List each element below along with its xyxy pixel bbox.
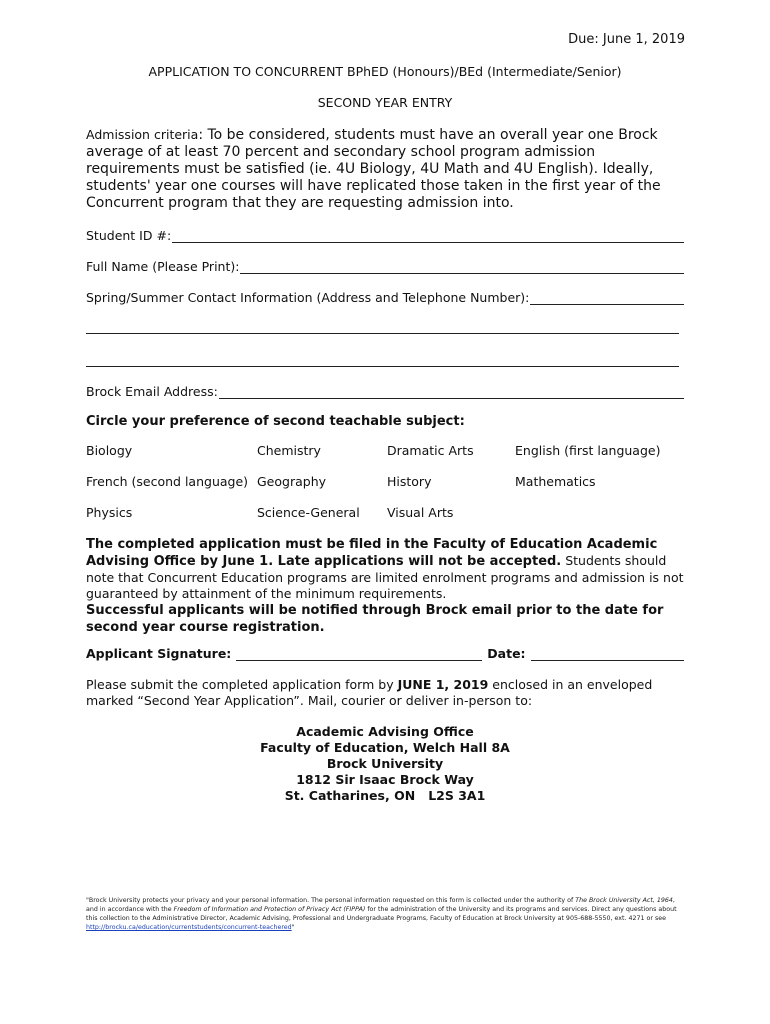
footnote-text: " bbox=[291, 924, 295, 931]
student-id-line[interactable] bbox=[172, 230, 684, 243]
privacy-footnote bbox=[86, 896, 686, 932]
subject-option[interactable]: Dramatic Arts bbox=[387, 443, 474, 458]
full-name-field[interactable] bbox=[86, 259, 684, 274]
concurrent-education-link[interactable]: http://brocku.ca/education/currentstudents/concurrent-teachered bbox=[86, 924, 292, 931]
footnote-text: , and in accordance with the bbox=[86, 897, 675, 913]
subject-option[interactable]: Biology bbox=[86, 443, 133, 458]
contact-info-field[interactable] bbox=[86, 290, 684, 305]
email-label: Brock Email Address: bbox=[86, 384, 218, 399]
subject-option[interactable]: Physics bbox=[86, 505, 133, 520]
subject-option[interactable]: English (first language) bbox=[515, 443, 661, 458]
signature-row bbox=[86, 646, 684, 661]
student-id-label: Student ID #: bbox=[86, 228, 172, 243]
notification-notice: Successful applicants will be notified through Brock email prior to the date for second year course registration. bbox=[86, 603, 664, 635]
submit-text-pre: Please submit the completed application form by bbox=[86, 677, 398, 692]
subject-option[interactable]: Mathematics bbox=[515, 474, 596, 489]
filing-deadline-notice: The completed application must be filed in the Faculty of Education Academic Advising Office by June 1. Late applications will not be accepted. bbox=[86, 537, 658, 569]
contact-info-line[interactable] bbox=[530, 292, 684, 305]
footnote-act: The Brock University Act, 1964 bbox=[575, 897, 673, 904]
mailing-address bbox=[0, 724, 770, 804]
form-title: APPLICATION TO CONCURRENT BPhED (Honours)/BEd (Intermediate/Senior) bbox=[148, 64, 622, 79]
subject-option[interactable]: Visual Arts bbox=[387, 505, 454, 520]
submit-instructions bbox=[86, 677, 686, 709]
form-subtitle: SECOND YEAR ENTRY bbox=[317, 95, 453, 110]
email-field[interactable] bbox=[86, 384, 684, 399]
signature-line[interactable] bbox=[236, 648, 482, 661]
email-line[interactable] bbox=[219, 386, 684, 399]
full-name-label: Full Name (Please Print): bbox=[86, 259, 240, 274]
address-line: Faculty of Education, Welch Hall 8A bbox=[260, 740, 510, 755]
subject-preference-heading: Circle your preference of second teachable subject: bbox=[86, 414, 465, 429]
subject-option[interactable]: Geography bbox=[257, 474, 327, 489]
admission-criteria-text: : To be considered, students must have an overall year one Brock average of at least 70 percent and secondary school program admission requirements must be satisfied (ie. 4U Biology, 4U Math and 4U English). Ideally, students' year one courses will have replicated those taken in the first year of the Concurrent program that they are requesting admission into. bbox=[86, 127, 661, 211]
footnote-act: Freedom of Information and Protection of Privacy Act (FIPPA) bbox=[173, 906, 366, 913]
address-line: Brock University bbox=[326, 756, 444, 771]
address-line: 1812 Sir Isaac Brock Way bbox=[296, 772, 474, 787]
contact-info-line-3[interactable] bbox=[86, 365, 679, 367]
footnote-text: "Brock University protects your privacy and your personal information. The personal information requested on this form is collected under the authority of bbox=[86, 897, 576, 904]
date-label: Date: bbox=[487, 646, 526, 661]
subject-option[interactable]: French (second language) bbox=[86, 474, 249, 489]
contact-info-line-2[interactable] bbox=[86, 332, 679, 334]
footnote-text: for the administration of the University and its programs and services. Direct any questions about this collection to the Administrative Director, Academic Advising, Professional and Undergraduate Programs, Faculty of Education at Brock University at 905-688-5550, ext. 4271 or see bbox=[86, 906, 677, 922]
due-date: Due: June 1, 2019 bbox=[568, 32, 685, 47]
submit-text-post: enclosed in an enveloped marked “Second Year Application”. Mail, courier or deliver in-person to: bbox=[86, 677, 653, 708]
full-name-line[interactable] bbox=[240, 261, 684, 274]
admission-criteria bbox=[86, 126, 686, 212]
subject-option[interactable]: History bbox=[387, 474, 432, 489]
address-line: St. Catharines, ON L2S 3A1 bbox=[284, 788, 486, 803]
contact-info-label: Spring/Summer Contact Information (Address and Telephone Number): bbox=[86, 290, 530, 305]
subject-option[interactable]: Science-General bbox=[257, 505, 360, 520]
submit-deadline: JUNE 1, 2019 bbox=[397, 677, 489, 692]
student-id-field[interactable] bbox=[86, 228, 684, 243]
address-line: Academic Advising Office bbox=[296, 724, 474, 739]
submission-requirements bbox=[86, 536, 686, 636]
subject-option[interactable]: Chemistry bbox=[257, 443, 321, 458]
admission-criteria-label: Admission criteria bbox=[86, 127, 199, 142]
signature-label: Applicant Signature: bbox=[86, 646, 232, 661]
date-line[interactable] bbox=[531, 648, 684, 661]
enrolment-notice: Students should note that Concurrent Education programs are limited enrolment programs and admission is not guaranteed by attainment of the minimum requirements. bbox=[86, 553, 684, 601]
